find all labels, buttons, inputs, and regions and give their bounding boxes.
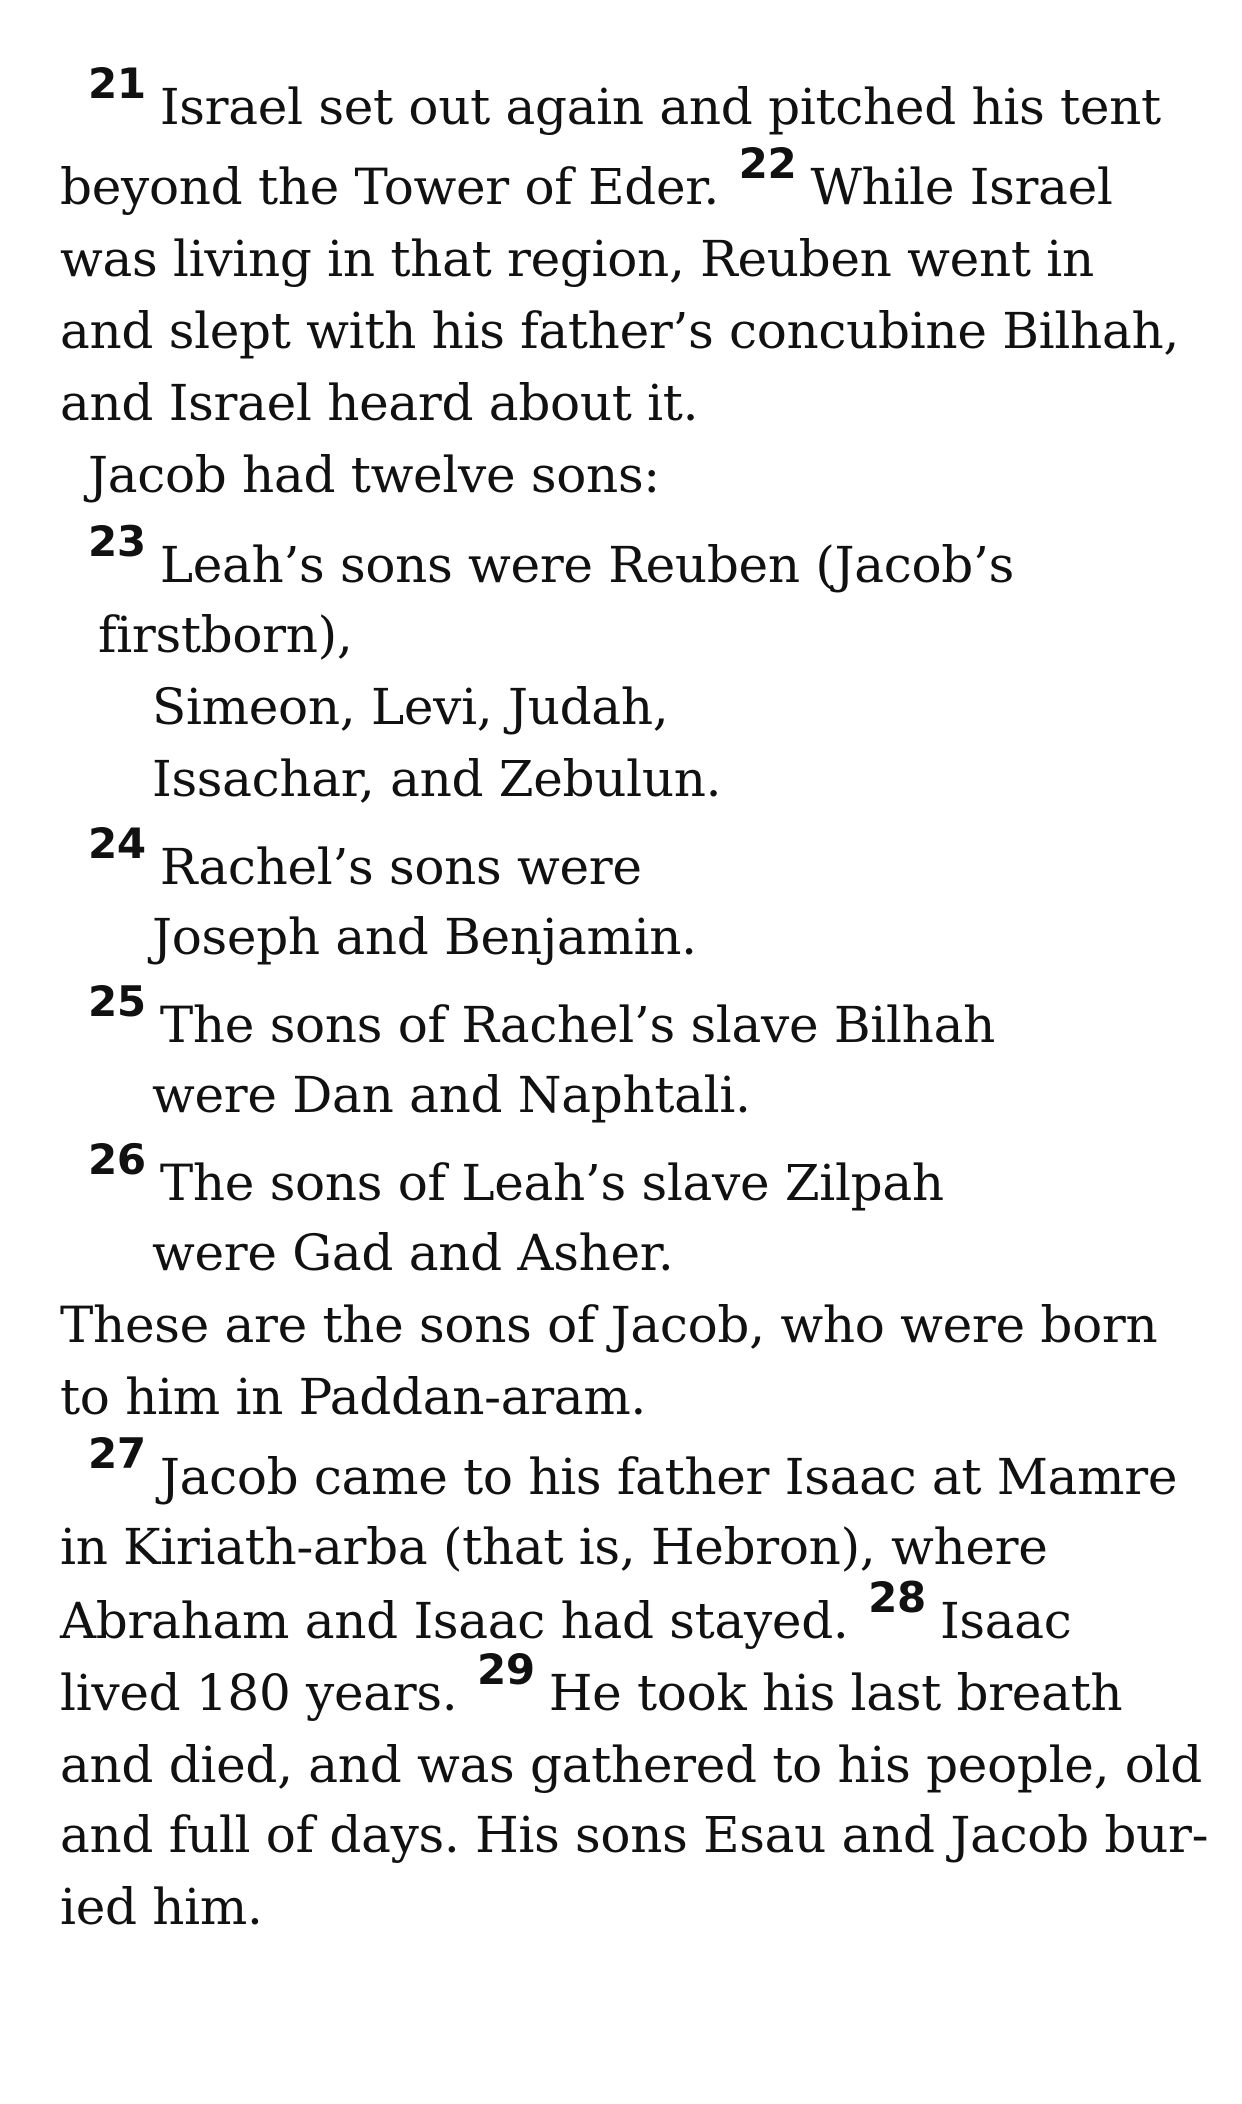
text-line	[88, 59, 1161, 136]
verse-text: Isaac	[939, 1592, 1072, 1650]
verse-number: 26	[88, 1135, 146, 1184]
verse-text: to him in Paddan-aram.	[60, 1368, 647, 1426]
text-line	[60, 374, 699, 432]
verse-text: Jacob had twelve sons:	[88, 446, 660, 504]
verse-text: in Kiriath-arba (that is, Hebron), where	[60, 1518, 1048, 1576]
verse-text: Leah’s sons were Reuben (Jacob’s	[159, 536, 1014, 594]
verse-text: The sons of Leah’s slave Zilpah	[159, 1154, 944, 1212]
text-line	[60, 1806, 1209, 1864]
verse-text: Simeon, Levi, Judah,	[152, 678, 669, 736]
verse-text: and died, and was gathered to his people, old	[60, 1736, 1202, 1794]
verse-text: Joseph and Benjamin.	[152, 908, 697, 966]
verse-text: and slept with his father’s concubine Bilhah,	[60, 302, 1179, 360]
text-line	[60, 1296, 1158, 1354]
verse-number: 21	[88, 59, 146, 108]
text-line	[88, 977, 995, 1054]
text-line	[152, 750, 722, 808]
text-line	[60, 1736, 1202, 1794]
verse-text: firstborn),	[98, 606, 353, 664]
verse-text: Israel set out again and pitched his tent	[159, 78, 1161, 136]
text-line	[60, 1368, 647, 1426]
text-line	[152, 908, 697, 966]
verse-text: These are the sons of Jacob, who were born	[60, 1296, 1158, 1354]
text-line	[60, 1878, 263, 1936]
verse-number: 25	[88, 977, 146, 1026]
text-line	[60, 1518, 1048, 1576]
text-line	[60, 1645, 1123, 1722]
verse-text: and Israel heard about it.	[60, 374, 699, 432]
verse-text: He took his last breath	[548, 1664, 1123, 1722]
text-line	[88, 819, 642, 896]
verse-text: lived 180 years.	[60, 1664, 473, 1722]
verse-number: 23	[88, 517, 146, 566]
text-line	[88, 1135, 944, 1212]
verse-text: ied him.	[60, 1878, 263, 1936]
text-line	[98, 606, 353, 664]
text-line	[88, 517, 1014, 594]
verse-text: Issachar, and Zebulun.	[152, 750, 722, 808]
text-line	[152, 1224, 674, 1282]
verse-text: beyond the Tower of Eder.	[60, 158, 735, 216]
verse-text: and full of days. His sons Esau and Jacob bur-	[60, 1806, 1209, 1864]
verse-text: Abraham and Isaac had stayed.	[60, 1592, 865, 1650]
text-line	[60, 230, 1094, 288]
text-line	[60, 1573, 1072, 1650]
text-line	[60, 302, 1179, 360]
verse-text: While Israel	[810, 158, 1113, 216]
text-line	[88, 1429, 1178, 1506]
verse-text: The sons of Rachel’s slave Bilhah	[159, 996, 995, 1054]
text-line	[88, 446, 660, 504]
verse-text: Rachel’s sons were	[159, 838, 642, 896]
verse-number: 22	[738, 139, 797, 188]
text-line	[152, 1066, 751, 1124]
verse-text: was living in that region, Reuben went in	[60, 230, 1094, 288]
verse-number: 27	[88, 1429, 146, 1478]
verse-number: 29	[476, 1645, 535, 1694]
verse-text: were Dan and Naphtali.	[152, 1066, 751, 1124]
verse-number: 24	[88, 819, 146, 868]
verse-text: Jacob came to his father Isaac at Mamre	[159, 1448, 1178, 1506]
verse-number: 28	[868, 1573, 926, 1622]
verse-text: were Gad and Asher.	[152, 1224, 674, 1282]
text-line	[152, 678, 669, 736]
text-line	[60, 139, 1113, 216]
